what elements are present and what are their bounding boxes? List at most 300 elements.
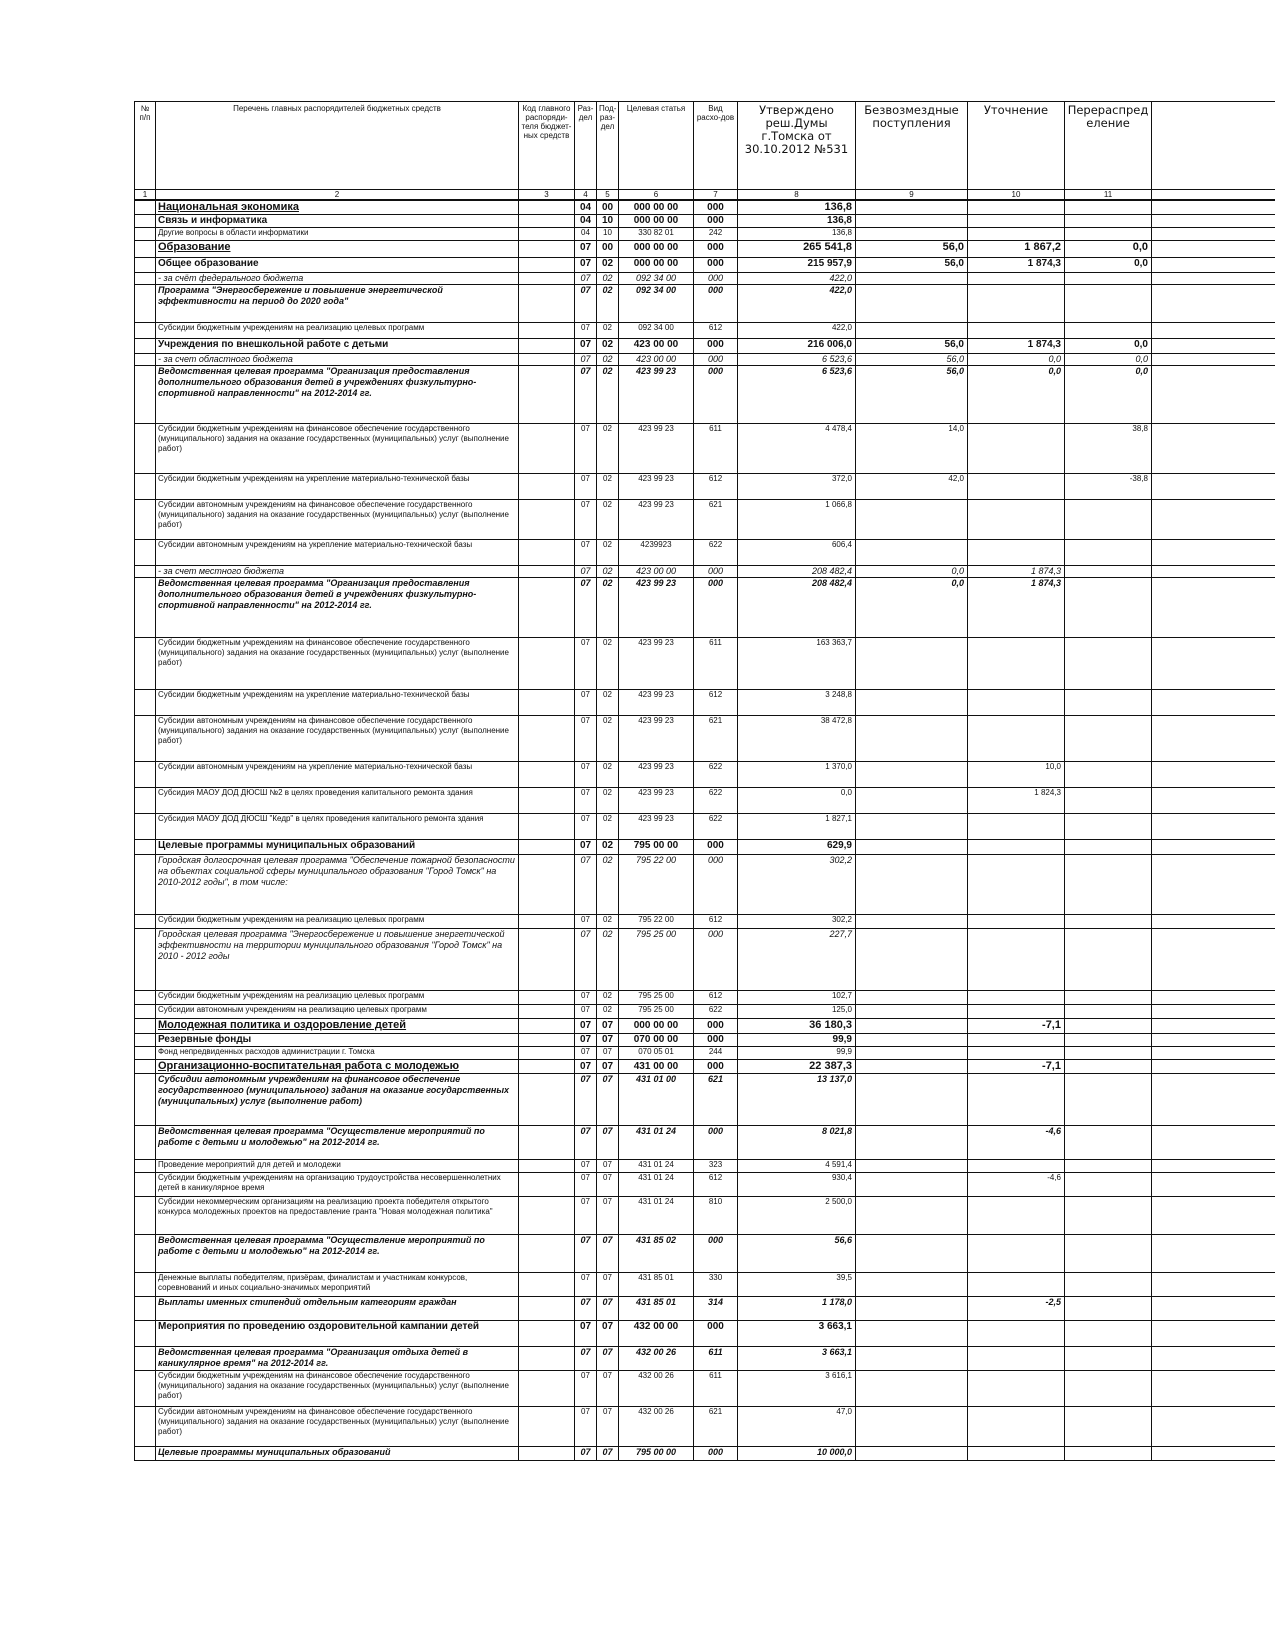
row-num: [135, 690, 156, 716]
row-extra: [1152, 1173, 1275, 1197]
row-free: [856, 690, 968, 716]
row-num: [135, 1371, 156, 1407]
row-code: [519, 855, 575, 915]
row-free: [856, 1235, 968, 1273]
row-redistribute: [1065, 1173, 1152, 1197]
row-podrazdel: 02: [597, 1005, 619, 1019]
colnum: 9: [856, 190, 968, 201]
row-razdel: 07: [575, 1173, 597, 1197]
row-razdel: 07: [575, 690, 597, 716]
row-name: Образование: [156, 241, 519, 258]
row-redistribute: [1065, 1160, 1152, 1173]
row-free: [856, 215, 968, 228]
row-approved: 6 523,6: [738, 366, 856, 424]
row-code: [519, 1005, 575, 1019]
row-code: [519, 1197, 575, 1235]
row-podrazdel: 07: [597, 1074, 619, 1126]
row-vid: 314: [694, 1297, 738, 1321]
row-target: 423 00 00: [619, 566, 694, 578]
row-code: [519, 915, 575, 929]
row-name: - за счёт федерального бюджета: [156, 273, 519, 285]
table-row: [135, 1371, 1275, 1407]
row-clarify: [968, 1407, 1065, 1447]
row-extra: [1152, 991, 1275, 1005]
row-razdel: 07: [575, 716, 597, 762]
row-code: [519, 258, 575, 273]
row-clarify: [968, 1371, 1065, 1407]
row-approved: 265 541,8: [738, 241, 856, 258]
row-clarify: [968, 929, 1065, 991]
row-target: 092 34 00: [619, 285, 694, 323]
row-extra: [1152, 540, 1275, 566]
row-clarify: [968, 1005, 1065, 1019]
row-extra: [1152, 323, 1275, 339]
row-vid: 621: [694, 1074, 738, 1126]
row-razdel: 07: [575, 840, 597, 855]
row-podrazdel: 07: [597, 1019, 619, 1034]
table-row: [135, 915, 1275, 929]
row-name: Субсидии бюджетным учреждениям на укрепление материально-технической базы: [156, 474, 519, 500]
row-clarify: [968, 285, 1065, 323]
row-target: 795 25 00: [619, 991, 694, 1005]
row-target: 423 99 23: [619, 814, 694, 840]
row-vid: 810: [694, 1197, 738, 1235]
row-target: 795 22 00: [619, 855, 694, 915]
row-razdel: 07: [575, 424, 597, 474]
row-razdel: 07: [575, 366, 597, 424]
row-vid: 612: [694, 474, 738, 500]
row-free: [856, 762, 968, 788]
row-code: [519, 1235, 575, 1273]
row-clarify: -7,1: [968, 1019, 1065, 1034]
colnum: 8: [738, 190, 856, 201]
row-num: [135, 855, 156, 915]
row-name: Субсидии автономным учреждениям на финансовое обеспечение государственного (муниципального) задания на оказание государственных (муниципальных) услуг (выполнение работ): [156, 500, 519, 540]
row-vid: 612: [694, 690, 738, 716]
row-target: 092 34 00: [619, 323, 694, 339]
row-approved: 8 021,8: [738, 1126, 856, 1160]
row-approved: 38 472,8: [738, 716, 856, 762]
row-redistribute: [1065, 228, 1152, 241]
row-extra: [1152, 929, 1275, 991]
row-free: 14,0: [856, 424, 968, 474]
row-redistribute: [1065, 690, 1152, 716]
row-num: [135, 1407, 156, 1447]
row-name: Субсидии автономным учреждениям на реализацию целевых программ: [156, 1005, 519, 1019]
table-row: [135, 929, 1275, 991]
row-approved: 1 178,0: [738, 1297, 856, 1321]
header-clarify: Уточнение: [968, 102, 1065, 190]
row-target: 423 99 23: [619, 788, 694, 814]
row-extra: [1152, 1235, 1275, 1273]
row-target: 431 01 00: [619, 1074, 694, 1126]
row-razdel: 07: [575, 273, 597, 285]
row-podrazdel: 02: [597, 273, 619, 285]
row-clarify: [968, 1034, 1065, 1047]
row-target: 330 82 01: [619, 228, 694, 241]
row-vid: 000: [694, 354, 738, 366]
row-free: 56,0: [856, 258, 968, 273]
row-vid: 621: [694, 716, 738, 762]
header-name: Перечень главных распорядителей бюджетных средств: [156, 102, 519, 190]
row-razdel: 07: [575, 1297, 597, 1321]
row-extra: [1152, 1047, 1275, 1060]
row-redistribute: [1065, 1074, 1152, 1126]
row-clarify: [968, 638, 1065, 690]
row-free: [856, 1019, 968, 1034]
header-free: Безвозмездные поступления: [856, 102, 968, 190]
row-code: [519, 1371, 575, 1407]
row-code: [519, 241, 575, 258]
colnum: 3: [519, 190, 575, 201]
row-redistribute: [1065, 1235, 1152, 1273]
row-free: [856, 638, 968, 690]
row-code: [519, 200, 575, 215]
row-clarify: [968, 814, 1065, 840]
row-podrazdel: 07: [597, 1297, 619, 1321]
row-approved: 302,2: [738, 915, 856, 929]
row-code: [519, 1173, 575, 1197]
header-extra: [1152, 102, 1275, 190]
row-razdel: 07: [575, 1371, 597, 1407]
row-extra: [1152, 1347, 1275, 1371]
row-approved: 56,6: [738, 1235, 856, 1273]
row-extra: [1152, 258, 1275, 273]
row-redistribute: [1065, 1297, 1152, 1321]
row-code: [519, 1074, 575, 1126]
row-num: [135, 915, 156, 929]
row-name: Субсидия МАОУ ДОД ДЮСШ №2 в целях проведения капитального ремонта здания: [156, 788, 519, 814]
table-row: [135, 285, 1275, 323]
table-row: [135, 716, 1275, 762]
row-num: [135, 228, 156, 241]
row-name: Ведомственная целевая программа "Организация отдыха детей в каникулярное время" на 2012-2014 гг.: [156, 1347, 519, 1371]
row-num: [135, 285, 156, 323]
row-name: Целевые программы муниципальных образований: [156, 1447, 519, 1461]
table-row: [135, 1407, 1275, 1447]
row-free: [856, 228, 968, 241]
row-target: 000 00 00: [619, 200, 694, 215]
row-target: 432 00 26: [619, 1407, 694, 1447]
row-podrazdel: 00: [597, 200, 619, 215]
row-clarify: [968, 1160, 1065, 1173]
row-razdel: 07: [575, 1047, 597, 1060]
row-razdel: 07: [575, 354, 597, 366]
row-num: [135, 241, 156, 258]
row-num: [135, 716, 156, 762]
table-row: [135, 578, 1275, 638]
table-row: [135, 366, 1275, 424]
row-free: [856, 273, 968, 285]
row-extra: [1152, 1273, 1275, 1297]
row-vid: 000: [694, 215, 738, 228]
row-free: [856, 540, 968, 566]
row-clarify: [968, 1321, 1065, 1347]
row-redistribute: [1065, 814, 1152, 840]
row-redistribute: [1065, 1407, 1152, 1447]
row-approved: 208 482,4: [738, 566, 856, 578]
table-row: [135, 200, 1275, 215]
row-clarify: [968, 1074, 1065, 1126]
row-num: [135, 1273, 156, 1297]
row-podrazdel: 02: [597, 354, 619, 366]
row-clarify: 10,0: [968, 762, 1065, 788]
row-target: 423 99 23: [619, 638, 694, 690]
row-vid: 611: [694, 638, 738, 690]
row-redistribute: [1065, 1371, 1152, 1407]
row-name: Организационно-воспитательная работа с молодежью: [156, 1060, 519, 1074]
row-num: [135, 1347, 156, 1371]
table-row: [135, 855, 1275, 915]
row-free: [856, 1126, 968, 1160]
row-vid: 611: [694, 1347, 738, 1371]
row-razdel: 07: [575, 1447, 597, 1461]
row-code: [519, 1019, 575, 1034]
row-razdel: 07: [575, 638, 597, 690]
row-target: 432 00 00: [619, 1321, 694, 1347]
row-code: [519, 716, 575, 762]
row-approved: 136,8: [738, 215, 856, 228]
row-name: Субсидии автономным учреждениям на укрепление материально-технической базы: [156, 540, 519, 566]
table-row: [135, 1074, 1275, 1126]
row-code: [519, 228, 575, 241]
row-clarify: [968, 424, 1065, 474]
row-vid: 622: [694, 540, 738, 566]
row-approved: 1 370,0: [738, 762, 856, 788]
row-clarify: [968, 915, 1065, 929]
row-free: [856, 285, 968, 323]
row-clarify: [968, 1447, 1065, 1461]
row-code: [519, 1047, 575, 1060]
row-code: [519, 638, 575, 690]
header-target: Целевая статья: [619, 102, 694, 190]
row-approved: 1 827,1: [738, 814, 856, 840]
row-approved: 3 616,1: [738, 1371, 856, 1407]
row-num: [135, 566, 156, 578]
row-clarify: 0,0: [968, 366, 1065, 424]
row-name: Ведомственная целевая программа "Организация предоставления дополнительного образования детей в учреждениях физкультурно-спортивной направленности" на 2012-2014 гг.: [156, 366, 519, 424]
row-name: Субсидии бюджетным учреждениям на реализацию целевых программ: [156, 915, 519, 929]
row-target: 431 01 24: [619, 1160, 694, 1173]
row-vid: 622: [694, 788, 738, 814]
row-redistribute: [1065, 991, 1152, 1005]
row-code: [519, 1321, 575, 1347]
table-row: [135, 354, 1275, 366]
budget-rows: [135, 200, 1275, 1461]
row-razdel: 07: [575, 578, 597, 638]
row-name: Молодежная политика и оздоровление детей: [156, 1019, 519, 1034]
row-redistribute: [1065, 762, 1152, 788]
row-free: [856, 1160, 968, 1173]
row-podrazdel: 02: [597, 929, 619, 991]
row-razdel: 07: [575, 1407, 597, 1447]
row-name: Субсидии бюджетным учреждениям на финансовое обеспечение государственного (муниципального) задания на оказание государственных (муниципальных) услуг (выполнение работ): [156, 424, 519, 474]
row-clarify: [968, 855, 1065, 915]
row-extra: [1152, 1297, 1275, 1321]
row-redistribute: [1065, 716, 1152, 762]
row-free: 0,0: [856, 566, 968, 578]
row-num: [135, 1235, 156, 1273]
row-vid: 000: [694, 366, 738, 424]
row-redistribute: [1065, 840, 1152, 855]
row-target: 423 99 23: [619, 762, 694, 788]
column-number-row: [135, 190, 1275, 201]
row-free: [856, 788, 968, 814]
row-extra: [1152, 1371, 1275, 1407]
row-approved: 3 663,1: [738, 1321, 856, 1347]
row-extra: [1152, 638, 1275, 690]
row-podrazdel: 07: [597, 1197, 619, 1235]
row-approved: 422,0: [738, 285, 856, 323]
colnum: 5: [597, 190, 619, 201]
row-name: Денежные выплаты победителям, призёрам, финалистам и участникам конкурсов, соревнований и иных социально-значимых мероприятий: [156, 1273, 519, 1297]
row-num: [135, 540, 156, 566]
row-extra: [1152, 1005, 1275, 1019]
header-approved: Утверждено реш.Думы г.Томска от 30.10.2012 №531: [738, 102, 856, 190]
row-extra: [1152, 241, 1275, 258]
row-clarify: [968, 840, 1065, 855]
row-podrazdel: 02: [597, 690, 619, 716]
row-extra: [1152, 366, 1275, 424]
row-vid: 244: [694, 1047, 738, 1060]
row-code: [519, 788, 575, 814]
row-approved: 99,9: [738, 1034, 856, 1047]
row-extra: [1152, 762, 1275, 788]
row-clarify: [968, 716, 1065, 762]
row-vid: 000: [694, 929, 738, 991]
row-approved: 422,0: [738, 323, 856, 339]
row-extra: [1152, 1321, 1275, 1347]
row-num: [135, 323, 156, 339]
row-razdel: 07: [575, 1019, 597, 1034]
colnum-extra: [1152, 190, 1275, 201]
row-code: [519, 424, 575, 474]
row-approved: 0,0: [738, 788, 856, 814]
row-target: 423 99 23: [619, 578, 694, 638]
row-redistribute: 0,0: [1065, 366, 1152, 424]
row-extra: [1152, 788, 1275, 814]
row-approved: 629,9: [738, 840, 856, 855]
row-name: Связь и информатика: [156, 215, 519, 228]
row-extra: [1152, 339, 1275, 354]
row-razdel: 04: [575, 215, 597, 228]
row-razdel: 07: [575, 762, 597, 788]
row-extra: [1152, 690, 1275, 716]
row-podrazdel: 02: [597, 578, 619, 638]
row-num: [135, 762, 156, 788]
table-row: [135, 1173, 1275, 1197]
row-num: [135, 1297, 156, 1321]
row-code: [519, 215, 575, 228]
row-name: Субсидии некоммерческим организациям на реализацию проекта победителя открытого конкурса молодежных проектов на предоставление гранта "Новая молодежная политика": [156, 1197, 519, 1235]
colnum: 11: [1065, 190, 1152, 201]
table-row: [135, 1126, 1275, 1160]
row-podrazdel: 02: [597, 285, 619, 323]
row-podrazdel: 02: [597, 424, 619, 474]
colnum: 1: [135, 190, 156, 201]
row-razdel: 07: [575, 1235, 597, 1273]
row-name: Субсидии бюджетным учреждениям на реализацию целевых программ: [156, 323, 519, 339]
row-name: Субсидии автономным учреждениям на финансовое обеспечение государственного (муниципального) задания на оказание государственных (муниципальных) услуг (выполнение работ): [156, 1407, 519, 1447]
row-redistribute: [1065, 285, 1152, 323]
row-approved: 3 248,8: [738, 690, 856, 716]
row-redistribute: [1065, 578, 1152, 638]
row-code: [519, 840, 575, 855]
row-extra: [1152, 285, 1275, 323]
row-num: [135, 1005, 156, 1019]
table-row: [135, 273, 1275, 285]
row-vid: 000: [694, 1126, 738, 1160]
row-code: [519, 500, 575, 540]
row-free: 56,0: [856, 241, 968, 258]
row-num: [135, 1447, 156, 1461]
row-free: [856, 1371, 968, 1407]
budget-table-sheet: [134, 101, 1275, 1461]
row-clarify: [968, 540, 1065, 566]
row-name: Резервные фонды: [156, 1034, 519, 1047]
row-podrazdel: 07: [597, 1235, 619, 1273]
header-podrazdel: Под-раз-дел: [597, 102, 619, 190]
row-podrazdel: 10: [597, 215, 619, 228]
row-code: [519, 1160, 575, 1173]
row-free: [856, 840, 968, 855]
row-code: [519, 991, 575, 1005]
row-redistribute: 0,0: [1065, 241, 1152, 258]
row-redistribute: 0,0: [1065, 339, 1152, 354]
row-approved: 10 000,0: [738, 1447, 856, 1461]
row-podrazdel: 02: [597, 915, 619, 929]
row-free: [856, 991, 968, 1005]
row-podrazdel: 07: [597, 1371, 619, 1407]
row-vid: 000: [694, 1235, 738, 1273]
colnum: 6: [619, 190, 694, 201]
row-redistribute: 38,8: [1065, 424, 1152, 474]
row-free: [856, 1407, 968, 1447]
row-razdel: 07: [575, 1005, 597, 1019]
row-name: Ведомственная целевая программа "Осуществление мероприятий по работе с детьми и молодежью" на 2012-2014 гг.: [156, 1126, 519, 1160]
row-target: 000 00 00: [619, 1019, 694, 1034]
row-vid: 611: [694, 1371, 738, 1407]
row-approved: 215 957,9: [738, 258, 856, 273]
row-clarify: [968, 500, 1065, 540]
row-redistribute: [1065, 1034, 1152, 1047]
row-free: [856, 1321, 968, 1347]
row-razdel: 07: [575, 915, 597, 929]
row-redistribute: [1065, 1060, 1152, 1074]
row-redistribute: [1065, 566, 1152, 578]
row-razdel: 07: [575, 285, 597, 323]
row-podrazdel: 07: [597, 1407, 619, 1447]
row-target: 423 99 23: [619, 500, 694, 540]
row-num: [135, 200, 156, 215]
row-code: [519, 1347, 575, 1371]
row-razdel: 07: [575, 566, 597, 578]
table-row: [135, 228, 1275, 241]
row-redistribute: [1065, 1447, 1152, 1461]
row-name: Ведомственная целевая программа "Организация предоставления дополнительного образования детей в учреждениях физкультурно-спортивной направленности" на 2012-2014 гг.: [156, 578, 519, 638]
row-free: [856, 716, 968, 762]
row-vid: 622: [694, 762, 738, 788]
row-name: Субсидия МАОУ ДОД ДЮСШ "Кедр" в целях проведения капитального ремонта здания: [156, 814, 519, 840]
table-row: [135, 1297, 1275, 1321]
row-vid: 622: [694, 1005, 738, 1019]
header-row: [135, 102, 1275, 190]
row-vid: 000: [694, 339, 738, 354]
row-clarify: [968, 228, 1065, 241]
row-vid: 000: [694, 258, 738, 273]
row-name: Субсидии автономным учреждениям на укрепление материально-технической базы: [156, 762, 519, 788]
row-razdel: 07: [575, 1160, 597, 1173]
